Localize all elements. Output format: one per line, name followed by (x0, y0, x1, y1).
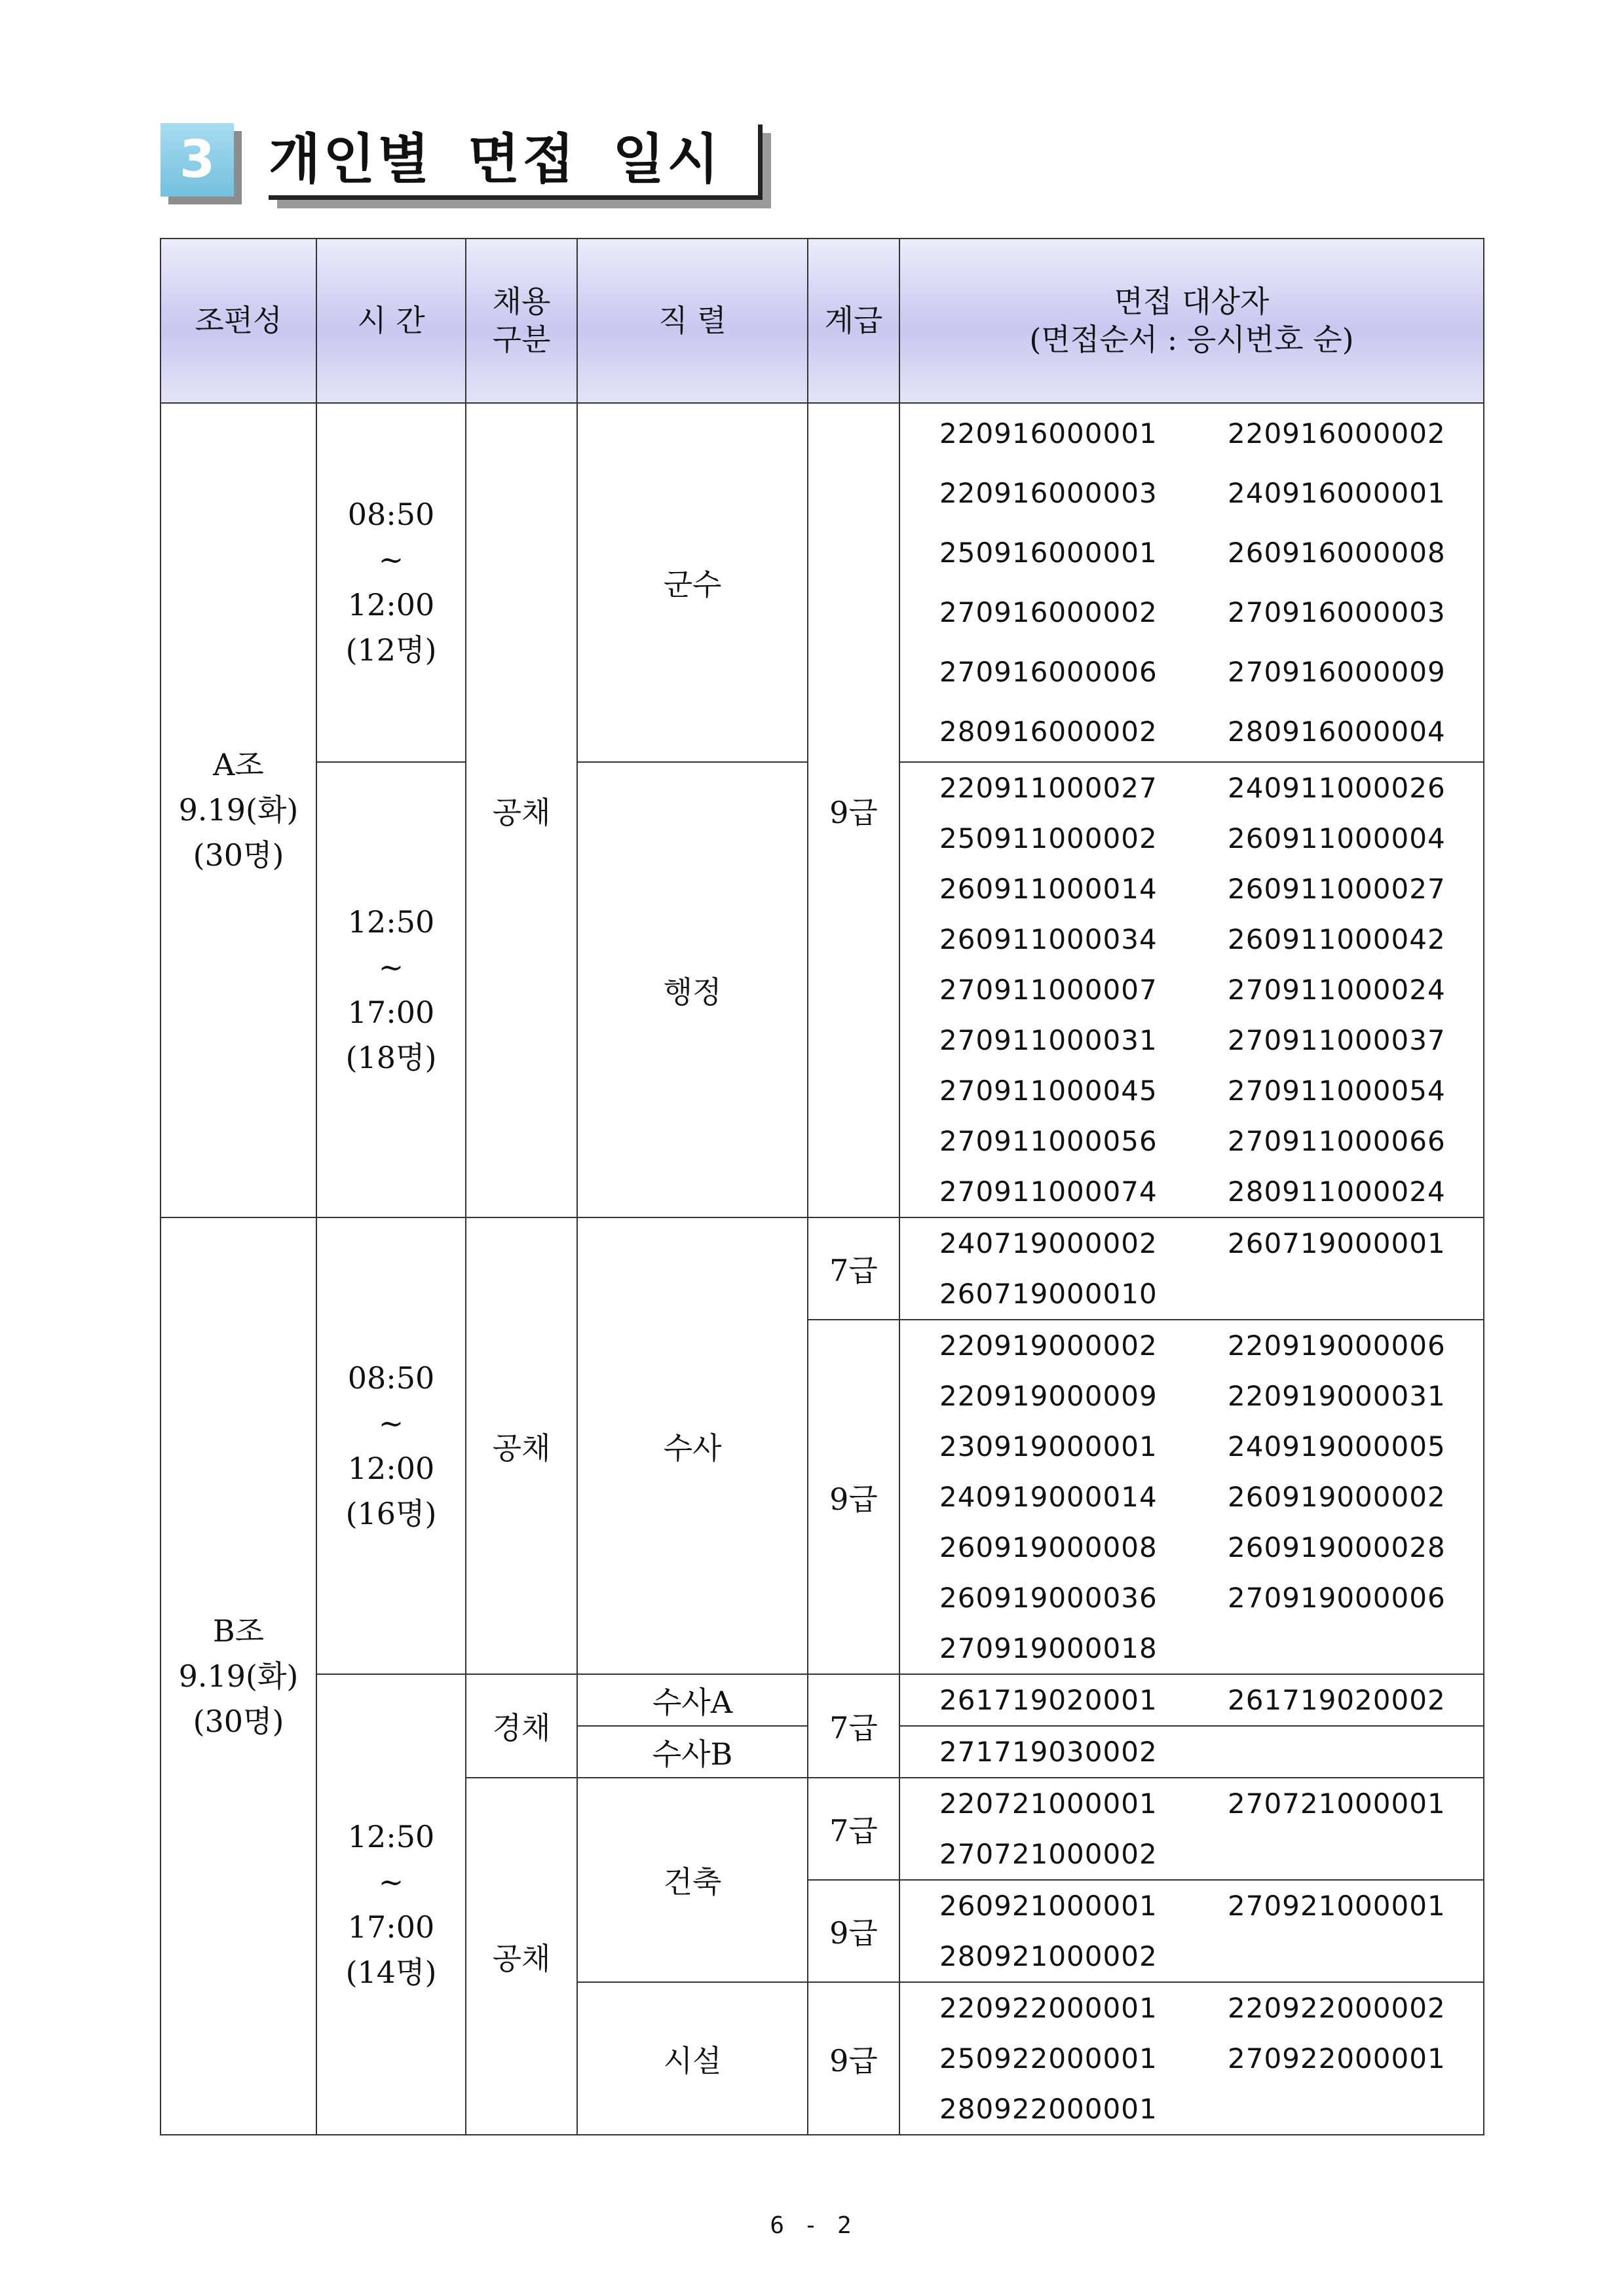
slot-b2-cell (316, 1674, 466, 2135)
header-grade: 계급 (808, 239, 899, 403)
header-group: 조편성 (161, 239, 316, 403)
slot-a1-cell (316, 403, 466, 762)
table-header-row (161, 239, 1484, 403)
candidate-id: 280921000002 (939, 1940, 1158, 1972)
candidate-id: 270721000002 (939, 1838, 1158, 1870)
candidate-id: 260911000042 (1228, 923, 1446, 955)
group-name: A조 (213, 747, 264, 782)
grade-cell: 9급 (808, 403, 899, 1217)
candidate-list (899, 1880, 1484, 1982)
candidate-list (899, 1982, 1484, 2135)
candidate-list (899, 1674, 1484, 1726)
slot-sep: ~ (378, 1405, 404, 1441)
candidate-id: 220919000009 (939, 1380, 1158, 1412)
candidate-row (900, 1522, 1483, 1573)
candidate-id: 250922000001 (939, 2042, 1158, 2075)
candidate-id: 270919000018 (939, 1632, 1158, 1664)
candidate-id: 230919000001 (939, 1430, 1158, 1463)
candidate-row (900, 1320, 1483, 1371)
candidate-list (899, 762, 1484, 1217)
job-cell: 시설 (577, 1982, 808, 2135)
candidate-id: 220916000003 (939, 477, 1158, 509)
candidate-row (900, 1371, 1483, 1421)
candidate-list (899, 403, 1484, 762)
slot-count: (14명) (345, 1954, 437, 1990)
table-row (161, 1217, 1484, 1320)
hire-type-cell: 공채 (466, 403, 577, 1217)
candidate-id: 271719030002 (939, 1736, 1158, 1768)
candidate-id: 270911000074 (939, 1176, 1158, 1208)
candidate-row (900, 1778, 1483, 1829)
candidate-id: 280911000024 (1228, 1176, 1446, 1208)
candidate-list (899, 1778, 1484, 1880)
candidate-row (900, 2084, 1483, 2134)
candidate-id: 220922000001 (939, 1992, 1158, 2024)
candidate-list (899, 1320, 1484, 1674)
candidate-id: 280922000001 (939, 2093, 1158, 2125)
candidate-row (900, 2033, 1483, 2084)
candidate-id: 260911000014 (939, 873, 1158, 905)
candidate-list (899, 1726, 1484, 1778)
candidate-row (900, 1675, 1483, 1725)
hire-type-cell: 공채 (466, 1778, 577, 2135)
interview-schedule-table (160, 238, 1484, 2135)
slot-a2-cell (316, 762, 466, 1217)
candidate-id: 220919000006 (1228, 1330, 1446, 1362)
slot-end: 17:00 (347, 994, 435, 1030)
candidate-row (900, 1269, 1483, 1319)
candidate-id: 220919000031 (1228, 1380, 1446, 1412)
candidate-id: 270911000066 (1228, 1125, 1446, 1157)
candidate-id: 270916000003 (1228, 596, 1446, 628)
header-hire-type (466, 239, 577, 403)
candidate-row (900, 1421, 1483, 1472)
slot-sep: ~ (378, 949, 404, 985)
candidate-row (900, 763, 1483, 813)
grade-cell: 9급 (808, 1320, 899, 1674)
candidate-id: 220721000001 (939, 1788, 1158, 1820)
candidate-id: 270916000002 (939, 596, 1158, 628)
candidate-row (900, 813, 1483, 864)
candidate-id: 260911000027 (1228, 873, 1446, 905)
candidate-row (900, 1931, 1483, 1981)
candidate-row (900, 1829, 1483, 1879)
candidate-id: 270911000054 (1228, 1075, 1446, 1107)
candidate-row (900, 1472, 1483, 1522)
candidate-row (900, 1573, 1483, 1623)
candidate-id: 261719020001 (939, 1684, 1158, 1716)
header-hire-type-line1: 채용 (492, 284, 551, 319)
candidate-id: 270911000031 (939, 1024, 1158, 1056)
slot-start: 08:50 (347, 1360, 435, 1396)
slot-sep: ~ (378, 1864, 404, 1900)
grade-cell: 7급 (808, 1674, 899, 1778)
header-hire-type-line2: 구분 (492, 321, 551, 357)
candidate-row (900, 1116, 1483, 1166)
slot-b1-cell (316, 1217, 466, 1674)
group-count: (30명) (193, 837, 284, 873)
hire-type-cell: 공채 (466, 1217, 577, 1674)
candidate-id: 220911000027 (939, 772, 1158, 804)
candidate-id: 270911000045 (939, 1075, 1158, 1107)
grade-cell: 7급 (808, 1217, 899, 1320)
candidate-row (900, 1983, 1483, 2033)
candidate-id: 260719000001 (1228, 1227, 1446, 1259)
group-count: (30명) (193, 1703, 284, 1739)
candidate-id: 250911000002 (939, 822, 1158, 854)
candidate-row (900, 1623, 1483, 1674)
candidate-id: 270911000037 (1228, 1024, 1446, 1056)
candidate-id: 240919000014 (939, 1481, 1158, 1513)
candidate-id: 220919000002 (939, 1330, 1158, 1362)
slot-start: 08:50 (347, 497, 435, 532)
header-job: 직 렬 (577, 239, 808, 403)
candidate-row (900, 583, 1483, 642)
candidate-id: 270919000006 (1228, 1582, 1446, 1614)
section-number-badge: 3 (161, 123, 234, 197)
candidate-id: 270911000056 (939, 1125, 1158, 1157)
group-date: 9.19(화) (178, 1658, 299, 1694)
slot-end: 12:00 (347, 1450, 435, 1486)
slot-count: (18명) (345, 1039, 437, 1075)
section-title: 개인별 면접 일시 (269, 124, 763, 200)
candidate-row (900, 1015, 1483, 1065)
candidate-row (900, 1218, 1483, 1269)
candidate-id: 261719020002 (1228, 1684, 1446, 1716)
hire-type-cell: 경채 (466, 1674, 577, 1778)
slot-start: 12:50 (347, 904, 435, 940)
group-b-cell (161, 1217, 316, 2135)
candidate-list (899, 1217, 1484, 1320)
candidate-row (900, 1166, 1483, 1217)
slot-end: 17:00 (347, 1909, 435, 1945)
candidate-id: 270922000001 (1228, 2042, 1446, 2075)
candidate-id: 240916000001 (1228, 477, 1446, 509)
table-row (161, 1674, 1484, 1726)
candidate-row (900, 463, 1483, 523)
group-date: 9.19(화) (178, 792, 299, 828)
candidate-id: 260919000028 (1228, 1531, 1446, 1563)
job-cell: 군수 (577, 403, 808, 762)
candidate-row (900, 914, 1483, 965)
candidate-id: 260911000004 (1228, 822, 1446, 854)
candidate-row (900, 965, 1483, 1015)
candidate-id: 260919000002 (1228, 1481, 1446, 1513)
candidate-id: 270916000009 (1228, 656, 1446, 688)
candidate-id: 270916000006 (939, 656, 1158, 688)
group-name: B조 (212, 1613, 265, 1649)
candidate-id: 220916000001 (939, 417, 1158, 450)
candidate-row (900, 523, 1483, 583)
candidate-id: 280916000004 (1228, 716, 1446, 748)
candidate-id: 270921000001 (1228, 1890, 1446, 1922)
candidate-row (900, 1727, 1483, 1777)
page-number: 6 - 2 (770, 2212, 854, 2239)
slot-end: 12:00 (347, 587, 435, 622)
group-a-cell (161, 403, 316, 1217)
slot-start: 12:50 (347, 1818, 435, 1854)
candidate-id: 240719000002 (939, 1227, 1158, 1259)
candidate-id: 270721000001 (1228, 1788, 1446, 1820)
candidate-id: 280916000002 (939, 716, 1158, 748)
slot-sep: ~ (378, 542, 404, 577)
candidate-id: 240919000005 (1228, 1430, 1446, 1463)
job-cell: 수사 (577, 1217, 808, 1674)
grade-cell: 9급 (808, 1982, 899, 2135)
candidate-id: 260921000001 (939, 1890, 1158, 1922)
candidate-id: 270911000024 (1228, 974, 1446, 1006)
header-time: 시 간 (316, 239, 466, 403)
candidate-id: 260719000010 (939, 1278, 1158, 1310)
job-cell: 수사A (577, 1674, 808, 1726)
slot-count: (12명) (345, 632, 437, 668)
candidate-row (900, 404, 1483, 463)
candidate-row (900, 702, 1483, 761)
grade-cell: 9급 (808, 1880, 899, 1982)
candidate-id: 220922000002 (1228, 1992, 1446, 2024)
header-candidates-line1: 면접 대상자 (1114, 284, 1270, 319)
table-row (161, 403, 1484, 762)
candidate-id: 260919000036 (939, 1582, 1158, 1614)
candidate-id: 260916000008 (1228, 537, 1446, 569)
candidate-id: 260919000008 (939, 1531, 1158, 1563)
candidate-id: 220916000002 (1228, 417, 1446, 450)
header-candidates-line2: (면접순서 : 응시번호 순) (1029, 321, 1354, 357)
candidate-row (900, 1065, 1483, 1116)
candidate-id: 260911000034 (939, 923, 1158, 955)
candidate-row (900, 642, 1483, 702)
job-cell: 수사B (577, 1726, 808, 1778)
grade-cell: 7급 (808, 1778, 899, 1880)
candidate-row (900, 864, 1483, 914)
job-cell: 건축 (577, 1778, 808, 1982)
candidate-id: 270911000007 (939, 974, 1158, 1006)
candidate-id: 250916000001 (939, 537, 1158, 569)
job-cell: 행정 (577, 762, 808, 1217)
candidate-id: 240911000026 (1228, 772, 1446, 804)
candidate-row (900, 1881, 1483, 1931)
slot-count: (16명) (345, 1495, 437, 1531)
header-candidates (899, 239, 1484, 403)
